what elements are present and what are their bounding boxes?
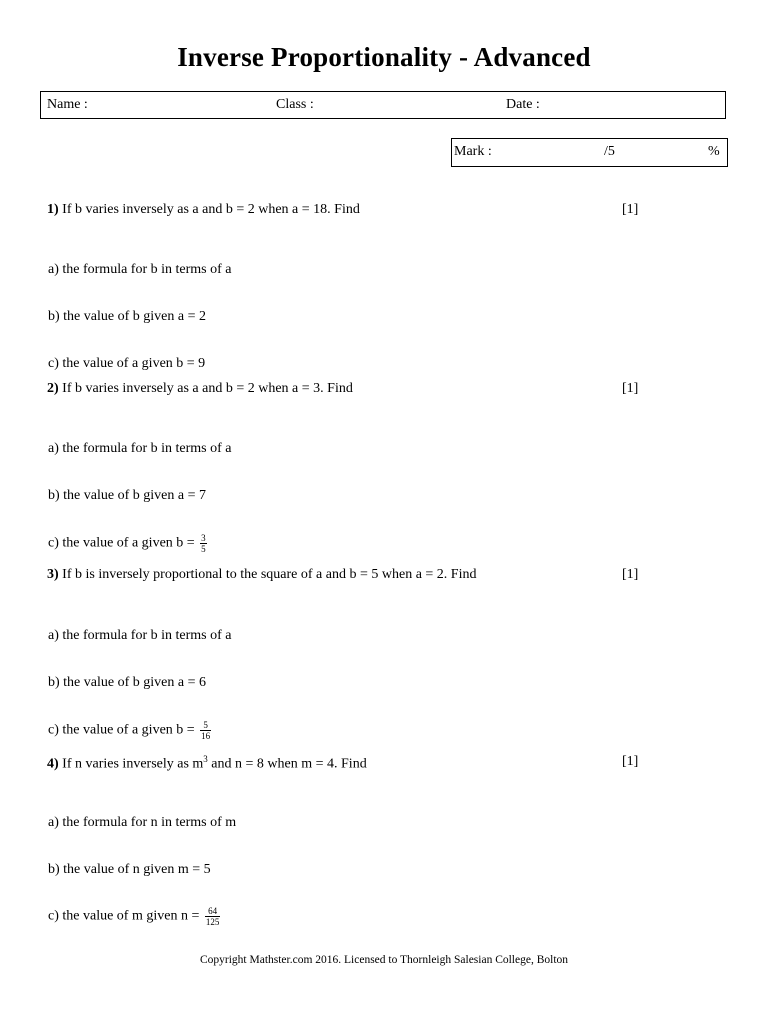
question-1	[47, 202, 360, 218]
question-4-part-c	[48, 906, 220, 927]
fraction	[200, 533, 207, 554]
question-4-marks: [1]	[622, 754, 639, 769]
part-c-text: c) the value of a given b =	[48, 535, 195, 551]
class-label: Class :	[276, 97, 314, 112]
fraction-denominator: 16	[201, 731, 211, 741]
name-label: Name :	[47, 97, 88, 112]
percent-label: %	[708, 144, 720, 159]
question-2-marks: [1]	[622, 381, 639, 396]
question-1-part-a: a) the formula for b in terms of a	[48, 262, 232, 277]
question-2	[47, 381, 353, 397]
question-1-part-c: c) the value of a given b = 9	[48, 356, 206, 371]
question-4-part-a: a) the formula for n in terms of m	[48, 815, 237, 830]
fraction-denominator: 125	[205, 917, 220, 927]
question-number: 4)	[47, 756, 59, 772]
question-text-before: If n varies inversely as m	[62, 756, 204, 772]
part-c-text: c) the value of m given n =	[48, 908, 200, 924]
fraction-denominator: 5	[201, 544, 206, 554]
question-1-part-b: b) the value of b given a = 2	[48, 309, 206, 324]
question-text: If b varies inversely as a and b = 2 when a = 3. Find	[62, 381, 353, 396]
question-4-part-b: b) the value of n given m = 5	[48, 862, 211, 877]
question-3-part-a: a) the formula for b in terms of a	[48, 628, 232, 643]
student-info-box	[40, 91, 726, 119]
question-number: 1)	[47, 202, 59, 217]
part-c-text: c) the value of a given b =	[48, 722, 195, 738]
mark-box	[451, 138, 728, 167]
question-number: 3)	[47, 567, 59, 582]
date-label: Date :	[506, 97, 540, 112]
question-number: 2)	[47, 381, 59, 396]
fraction	[200, 720, 211, 741]
question-4	[47, 754, 367, 773]
fraction-numerator: 5	[203, 720, 208, 730]
question-2-part-b: b) the value of b given a = 7	[48, 488, 206, 503]
question-3-part-b: b) the value of b given a = 6	[48, 675, 206, 690]
mark-label: Mark :	[454, 144, 492, 159]
fraction	[205, 906, 221, 927]
question-2-part-c	[48, 533, 207, 554]
question-text: If b is inversely proportional to the square of a and b = 5 when a = 2. Find	[62, 567, 477, 582]
copyright-footer: Copyright Mathster.com 2016. Licensed to Thornleigh Salesian College, Bolton	[199, 954, 569, 966]
mark-total: /5	[604, 144, 615, 159]
question-3-marks: [1]	[622, 567, 639, 582]
page-title: Inverse Proportionality - Advanced	[177, 42, 591, 72]
fraction-numerator: 64	[208, 906, 218, 916]
question-text-after: and n = 8 when m = 4. Find	[207, 756, 367, 772]
question-3-part-c	[48, 720, 211, 741]
fraction-numerator: 3	[201, 533, 206, 543]
question-text: If b varies inversely as a and b = 2 when a = 18. Find	[62, 202, 360, 217]
exponent: 3	[203, 754, 208, 764]
question-1-marks: [1]	[622, 202, 639, 217]
question-2-part-a: a) the formula for b in terms of a	[48, 441, 232, 456]
question-3	[47, 567, 476, 583]
